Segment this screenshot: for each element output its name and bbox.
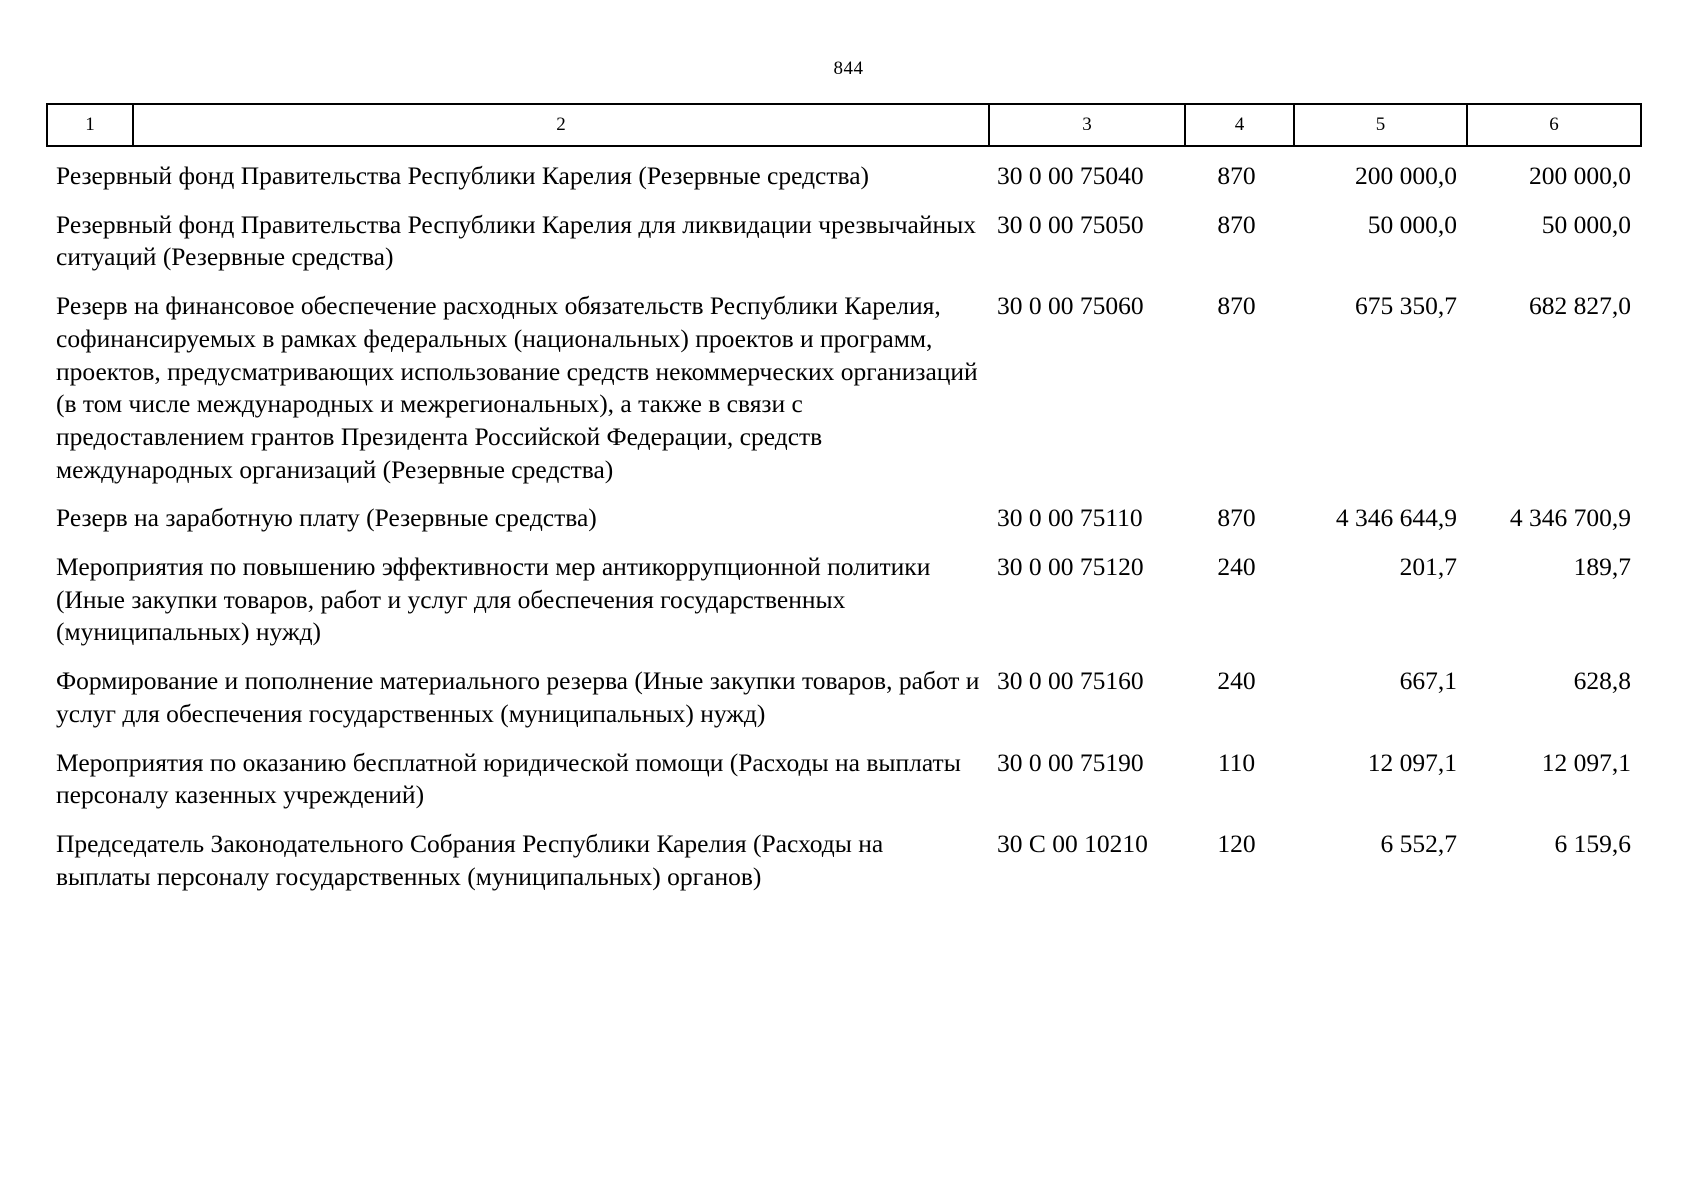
row-name: Мероприятия по повышению эффективности мер антикоррупционной политики (Иные закупки товаров, работ и услуг для обеспечения государственных (муниципальных) нужд) [56, 552, 931, 647]
row-expense-type: 870 [1217, 209, 1256, 239]
row-code: 30 С 00 10210 [997, 828, 1148, 858]
table-row [46, 747, 1640, 812]
row-sum-col6: 6 159,6 [1554, 828, 1631, 858]
table-row [46, 502, 1640, 535]
row-sum-col5: 201,7 [1399, 552, 1457, 582]
column-number-5: 5 [1294, 104, 1467, 146]
column-number-3: 3 [989, 104, 1185, 146]
column-header-row [47, 104, 1641, 146]
row-sum-col6: 50 000,0 [1541, 209, 1631, 239]
row-sum-col5: 4 346 644,9 [1335, 503, 1457, 533]
row-name: Председатель Законодательного Собрания Республики Карелия (Расходы на выплаты персоналу государственных (муниципальных) органов) [56, 828, 884, 891]
row-code: 30 0 00 75190 [997, 747, 1144, 777]
row-expense-type: 240 [1217, 552, 1256, 582]
row-expense-type: 110 [1217, 747, 1256, 777]
row-sum-col5: 200 000,0 [1355, 161, 1457, 190]
row-sum-col6: 12 097,1 [1541, 747, 1631, 777]
row-sum-col5: 50 000,0 [1367, 209, 1457, 239]
row-sum-col6: 189,7 [1573, 552, 1631, 582]
budget-table-body [46, 160, 1640, 909]
row-name: Формирование и пополнение материального резерва (Иные закупки товаров, работ и услуг для обеспечения государственных (муниципальных) нужд) [56, 666, 980, 728]
row-sum-col6: 628,8 [1573, 666, 1631, 696]
row-name: Мероприятия по оказанию бесплатной юридической помощи (Расходы на выплаты персоналу казенных учреждений) [56, 747, 961, 810]
column-header-table [46, 103, 1642, 147]
row-code: 30 0 00 75160 [997, 666, 1144, 696]
row-expense-type: 870 [1217, 503, 1256, 533]
row-name: Резервный фонд Правительства Республики Карелия для ликвидации чрезвычайных ситуаций (Резервные средства) [56, 209, 977, 272]
column-number-1: 1 [47, 104, 133, 146]
row-code: 30 0 00 75050 [997, 209, 1144, 239]
row-sum-col5: 12 097,1 [1367, 747, 1457, 777]
row-sum-col6: 682 827,0 [1529, 291, 1631, 321]
table-row [46, 209, 1640, 274]
row-sum-col5: 675 350,7 [1355, 291, 1457, 321]
table-row [46, 290, 1640, 486]
column-number-2: 2 [133, 104, 989, 146]
row-code: 30 0 00 75110 [997, 503, 1143, 533]
row-code: 30 0 00 75040 [997, 161, 1144, 190]
row-sum-col6: 200 000,0 [1529, 161, 1631, 190]
column-number-6: 6 [1467, 104, 1641, 146]
row-sum-col5: 6 552,7 [1380, 828, 1457, 858]
row-expense-type: 870 [1217, 291, 1256, 321]
row-sum-col5: 667,1 [1399, 666, 1457, 696]
column-number-4: 4 [1185, 104, 1294, 146]
row-name: Резерв на финансовое обеспечение расходных обязательств Республики Карелия, софинансируемых в рамках федеральных (национальных) проектов и программ, проектов, предусматривающих использование средств некоммерческих организаций (в том числе международных и межрегиональных), а также в связи с предоставлением грантов Президента Российской Федерации, средств международных организаций (Резервные средства) [56, 291, 978, 484]
row-expense-type: 120 [1217, 828, 1256, 858]
row-name: Резервный фонд Правительства Республики Карелия (Резервные средства) [56, 161, 870, 190]
row-expense-type: 240 [1217, 666, 1256, 696]
table-row [46, 160, 1640, 193]
row-expense-type: 870 [1217, 161, 1256, 190]
table-row [46, 665, 1640, 730]
table-row [46, 551, 1640, 649]
table-row [46, 828, 1640, 893]
row-code: 30 0 00 75060 [997, 291, 1144, 321]
row-code: 30 0 00 75120 [997, 552, 1144, 582]
row-sum-col6: 4 346 700,9 [1509, 503, 1631, 533]
row-name: Резерв на заработную плату (Резервные средства) [56, 503, 597, 533]
page-number: 844 [833, 58, 864, 79]
